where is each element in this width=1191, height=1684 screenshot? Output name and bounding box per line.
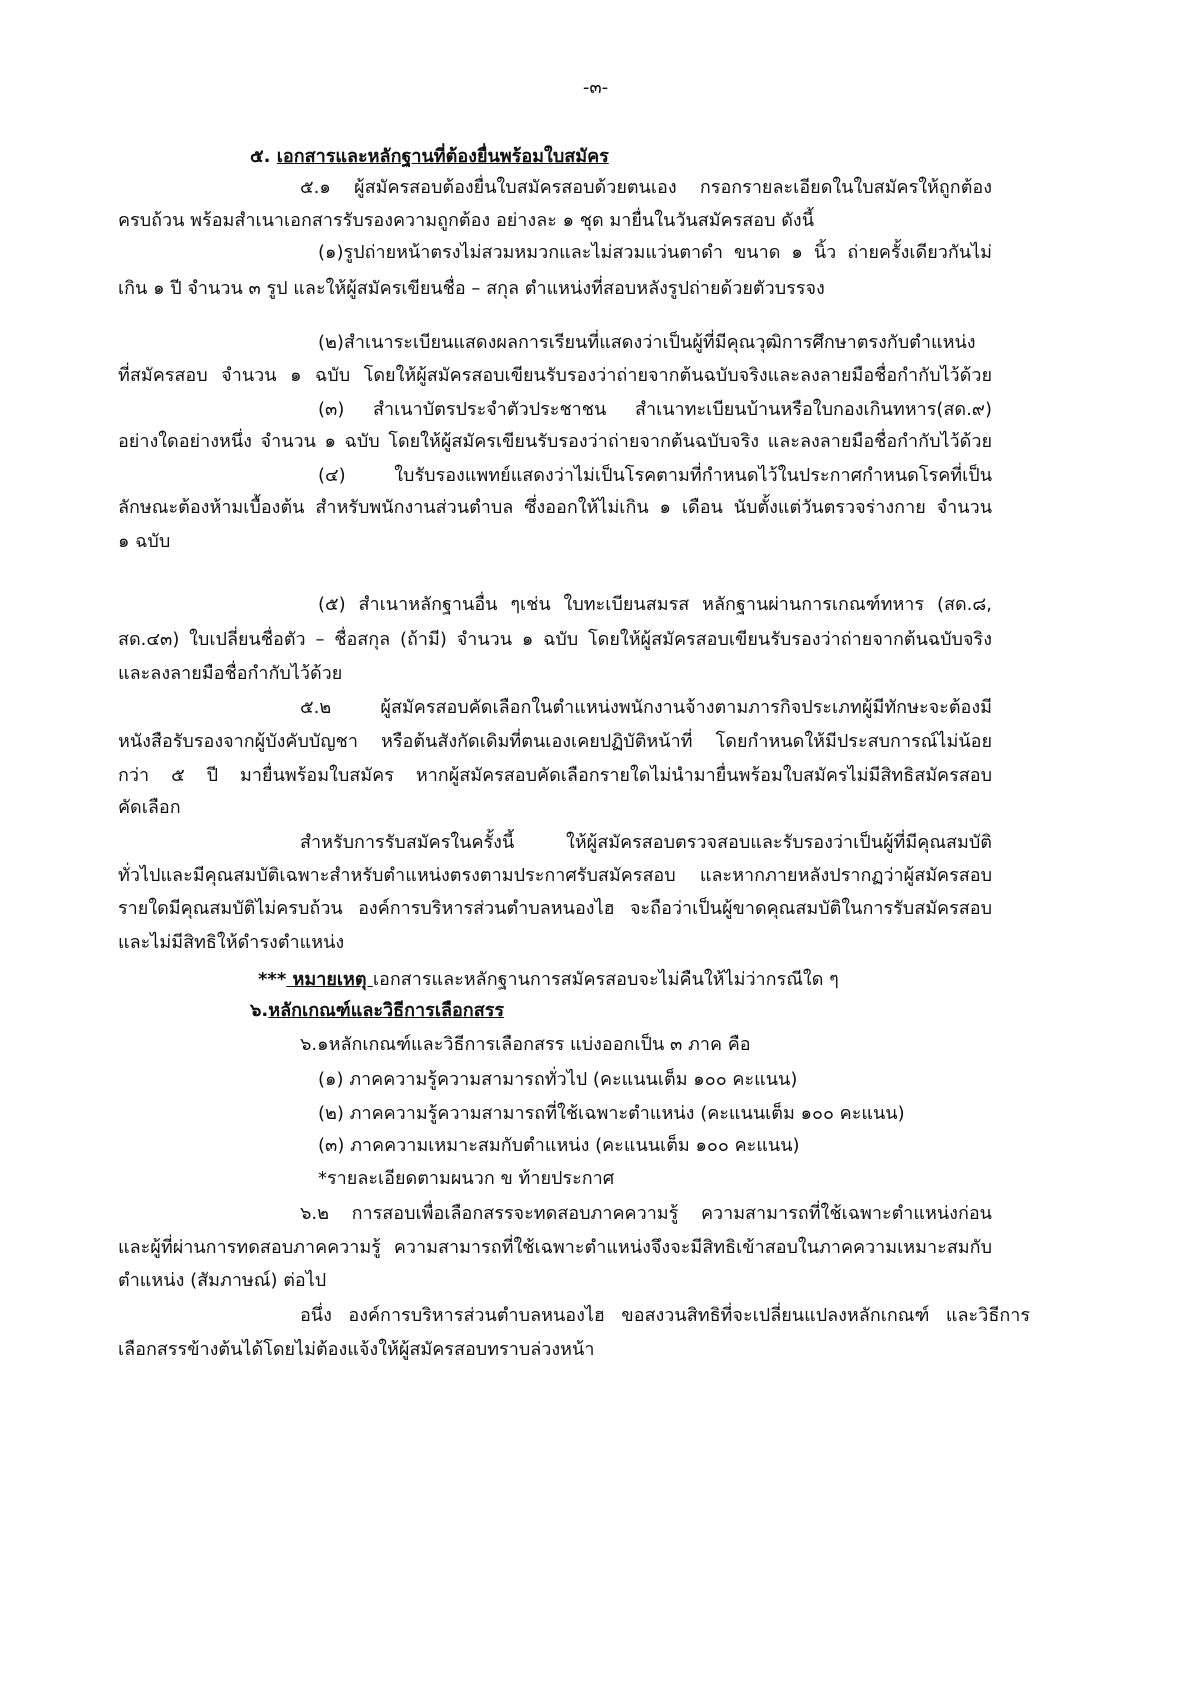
item-5-line-1: (๕) สำเนาหลักฐานอื่น ๆเช่น ใบทะเบียนสมรส หลักฐานผ่านการเกณฑ์ทหาร (สด.๘, xyxy=(318,594,992,615)
section-6-number: ๖. xyxy=(250,1000,269,1021)
note-text: เอกสารและหลักฐานการสมัครสอบจะไม่คืนให้ไม่ว่ากรณีใด ๆ xyxy=(372,969,839,990)
annex-note: *รายละเอียดตามผนวก ข ท้ายประกาศ xyxy=(318,1168,615,1189)
part-3: (๓) ภาคความเหมาะสมกับตำแหน่ง (คะแนนเต็ม ๑๐๐ คะแนน) xyxy=(318,1135,800,1156)
para-applicant-line-3: รายใดมีคุณสมบัติไม่ครบถ้วน องค์การบริหารส่วนตำบลหนองไฮ จะถือว่าเป็นผู้ขาดคุณสมบัติในการรับสมัครสอบ xyxy=(118,898,992,919)
para-reservation-line-1: อนึ่ง องค์การบริหารส่วนตำบลหนองไฮ ขอสงวนสิทธิที่จะเปลี่ยนแปลงหลักเกณฑ์ และวิธีการ xyxy=(300,1305,1030,1326)
part-1: (๑) ภาคความรู้ความสามารถทั่วไป (คะแนนเต็ม ๑๐๐ คะแนน) xyxy=(318,1069,798,1090)
note-line xyxy=(258,968,839,992)
item-3-line-1: (๓) สำเนาบัตรประจำตัวประชาชน สำเนาทะเบียนบ้านหรือใบกองเกินทหาร(สด.๙) xyxy=(318,399,992,420)
para-reservation-line-2: เลือกสรรข้างต้นได้โดยไม่ต้องแจ้งให้ผู้สมัครสอบทราบล่วงหน้า xyxy=(118,1339,595,1360)
para-applicant-line-2: ทั่วไปและมีคุณสมบัติเฉพาะสำหรับตำแหน่งตรงตามประกาศรับสมัครสอบ และหากภายหลังปรากฏว่าผู้สมัครสอบ xyxy=(118,865,992,886)
item-2-line-2: ที่สมัครสอบ จำนวน ๑ ฉบับ โดยให้ผู้สมัครสอบเขียนรับรองว่าถ่ายจากต้นฉบับจริงและลงลายมือชื่อกำกับไว้ด้วย xyxy=(118,365,992,386)
section-5-title: เอกสารและหลักฐานที่ต้องยื่นพร้อมใบสมัคร xyxy=(276,146,609,167)
item-4-line-3: ๑ ฉบับ xyxy=(118,531,171,552)
para-6-2-line-3: ตำแหน่ง (สัมภาษณ์) ต่อไป xyxy=(118,1270,327,1291)
item-2-line-1: (๒)สำเนาระเบียนแสดงผลการเรียนที่แสดงว่าเป็นผู้ที่มีคุณวุฒิการศึกษาตรงกับตำแหน่ง xyxy=(318,332,976,353)
section-5-heading xyxy=(250,145,609,169)
note-prefix: *** xyxy=(258,969,287,990)
para-5-1-line-1: ๕.๑ ผู้สมัครสอบต้องยื่นใบสมัครสอบด้วยตนเอง กรอกรายละเอียดในใบสมัครให้ถูกต้อง xyxy=(300,177,992,198)
para-5-2-line-1: ๕.๒ ผู้สมัครสอบคัดเลือกในตำแหน่งพนักงานจ้างตามภารกิจประเภทผู้มีทักษะจะต้องมี xyxy=(300,697,992,718)
para-5-1-line-2: ครบถ้วน พร้อมสำเนาเอกสารรับรองความถูกต้อง อย่างละ ๑ ชุด มายื่นในวันสมัครสอบ ดังนี้ xyxy=(118,210,815,231)
item-4-line-2: ลักษณะต้องห้ามเบื้องต้น สำหรับพนักงานส่วนตำบล ซึ่งออกให้ไม่เกิน ๑ เดือน นับตั้งแต่วันตรวจร่างกาย จำนวน xyxy=(118,497,992,518)
note-label: หมายเหตุ xyxy=(286,969,373,990)
part-2: (๒) ภาคความรู้ความสามารถที่ใช้เฉพาะตำแหน่ง (คะแนนเต็ม ๑๐๐ คะแนน) xyxy=(318,1103,905,1124)
item-4-line-1: (๔) ใบรับรองแพทย์แสดงว่าไม่เป็นโรคตามที่กำหนดไว้ในประกาศกำหนดโรคที่เป็น xyxy=(318,465,992,486)
para-6-2-line-2: และผู้ที่ผ่านการทดสอบภาคความรู้ ความสามารถที่ใช้เฉพาะตำแหน่งจึงจะมีสิทธิเข้าสอบในภาคความเหมาะสมกับ xyxy=(118,1237,992,1258)
para-6-2-line-1: ๖.๒ การสอบเพื่อเลือกสรรจะทดสอบภาคความรู้ ความสามารถที่ใช้เฉพาะตำแหน่งก่อน xyxy=(300,1203,992,1224)
para-applicant-line-1: สำหรับการรับสมัครในครั้งนี้ ให้ผู้สมัครสอบตรวจสอบและรับรองว่าเป็นผู้ที่มีคุณสมบัติ xyxy=(300,832,992,853)
page-number: -๓- xyxy=(582,77,609,98)
item-1-line-2: เกิน ๑ ปี จำนวน ๓ รูป และให้ผู้สมัครเขียนชื่อ – สกุล ตำแหน่งที่สอบหลังรูปถ่ายด้วยตัวบรรจง xyxy=(118,278,825,299)
section-6-heading xyxy=(250,999,504,1023)
item-5-line-3: และลงลายมือชื่อกำกับไว้ด้วย xyxy=(118,663,343,684)
para-applicant-line-4: และไม่มีสิทธิให้ดำรงตำแหน่ง xyxy=(118,932,345,953)
para-5-2-line-4: คัดเลือก xyxy=(118,797,181,818)
item-1-line-1: (๑)รูปถ่ายหน้าตรงไม่สวมหมวกและไม่สวมแว่นตาดำ ขนาด ๑ นิ้ว ถ่ายครั้งเดียวกันไม่ xyxy=(318,242,992,263)
para-6-1: ๖.๑หลักเกณฑ์และวิธีการเลือกสรร แบ่งออกเป็น ๓ ภาค คือ xyxy=(300,1034,751,1055)
para-5-2-line-3: กว่า ๕ ปี มายื่นพร้อมใบสมัคร หากผู้สมัครสอบคัดเลือกรายใดไม่นำมายื่นพร้อมใบสมัครไม่มีสิทธิสมัครสอบ xyxy=(118,765,992,786)
section-5-number: ๕. xyxy=(250,146,271,167)
item-3-line-2: อย่างใดอย่างหนึ่ง จำนวน ๑ ฉบับ โดยให้ผู้สมัครเขียนรับรองว่าถ่ายจากต้นฉบับจริง และลงลายมือชื่อกำกับไว้ด้วย xyxy=(118,431,992,452)
para-5-2-line-2: หนังสือรับรองจากผู้บังคับบัญชา หรือต้นสังกัดเดิมที่ตนเองเคยปฏิบัติหน้าที่ โดยกำหนดให้มีประสบการณ์ไม่น้อย xyxy=(118,731,992,752)
section-6-title: หลักเกณฑ์และวิธีการเลือกสรร xyxy=(268,1000,505,1021)
item-5-line-2: สด.๔๓) ใบเปลี่ยนชื่อตัว – ชื่อสกุล (ถ้ามี) จำนวน ๑ ฉบับ โดยให้ผู้สมัครสอบเขียนรับรองว่าถ่ายจากต้นฉบับจริง xyxy=(118,629,992,650)
